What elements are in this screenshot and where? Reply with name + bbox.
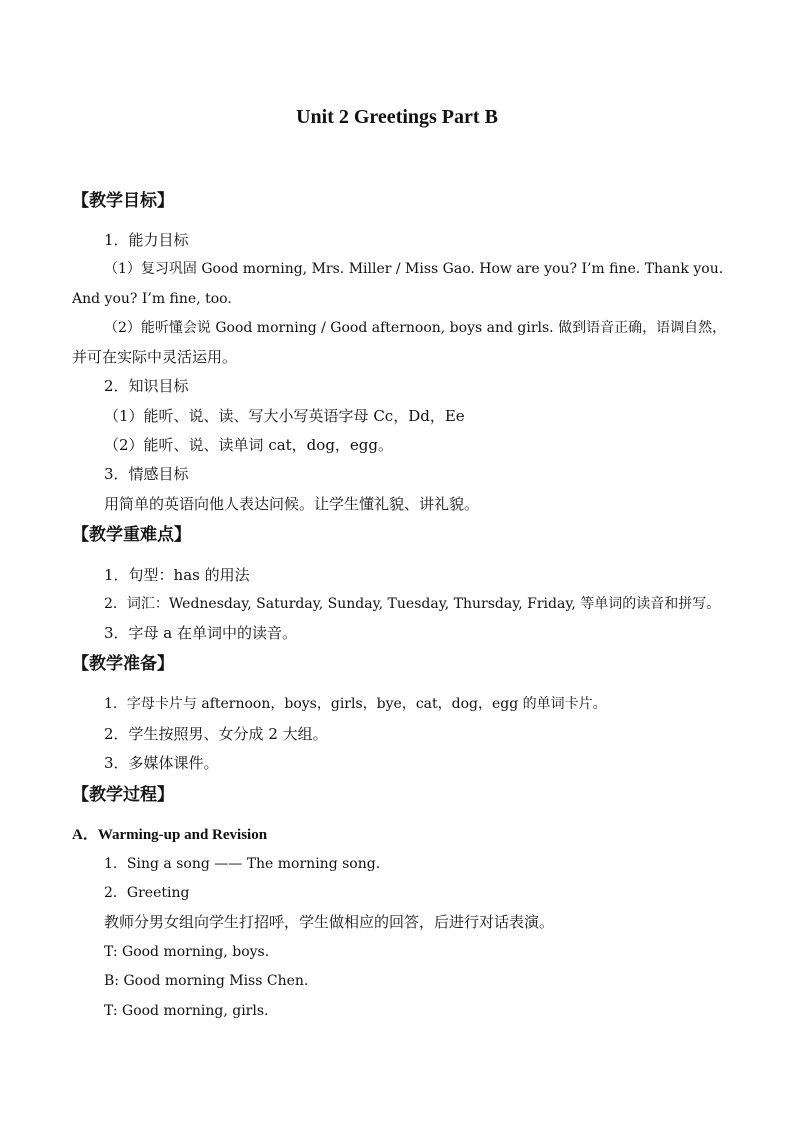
ability-goal-heading: 1．能力目标 xyxy=(104,231,189,249)
section-heading-process: 【教学过程】 xyxy=(72,785,174,805)
ability-goal-item-2-line-1: （2）能听懂会说 Good morning / Good afternoon, boys and girls. 做到语音正确，语调自然， xyxy=(104,320,727,336)
knowledge-goal-heading: 2．知识目标 xyxy=(104,377,189,395)
ability-goal-item-1-line-2: And you? I’m fine, too. xyxy=(72,291,232,307)
emotion-goal-item-1: 用简单的英语向他人表达问候。让学生懂礼貌、讲礼貌。 xyxy=(104,495,480,513)
dialogue-line-1: T: Good morning, boys. xyxy=(104,944,270,960)
key-point-1: 1．句型：has 的用法 xyxy=(104,566,250,584)
knowledge-goal-item-1: （1）能听、说、读、写大小写英语字母 Cc，Dd，Ee xyxy=(104,407,465,425)
preparation-item-2: 2．学生按照男、女分成 2 大组。 xyxy=(104,725,328,743)
dialogue-line-3: T: Good morning, girls. xyxy=(104,1003,269,1019)
section-heading-key-points: 【教学重难点】 xyxy=(72,525,191,545)
process-item-2-description: 教师分男女组向学生打招呼，学生做相应的回答，后进行对话表演。 xyxy=(104,913,555,931)
key-point-3: 3．字母 a 在单词中的读音。 xyxy=(104,624,298,642)
preparation-item-1: 1．字母卡片与 afternoon，boys，girls，bye，cat，dog，egg 的单词卡片。 xyxy=(104,696,607,712)
section-heading-objectives: 【教学目标】 xyxy=(72,191,174,211)
ability-goal-item-1-line-1: （1）复习巩固 Good morning, Mrs. Miller / Miss Gao. How are you? I’m fine. Thank you. xyxy=(104,261,724,277)
emotion-goal-heading: 3．情感目标 xyxy=(104,465,189,483)
key-point-2: 2．词汇：Wednesday, Saturday, Sunday, Tuesday, Thursday, Friday, 等单词的读音和拼写。 xyxy=(104,596,721,612)
process-item-1: 1．Sing a song —— The morning song. xyxy=(104,856,381,872)
section-heading-preparation: 【教学准备】 xyxy=(72,654,174,674)
preparation-item-3: 3．多媒体课件。 xyxy=(104,754,219,772)
process-subheading-warming-up: A．Warming-up and Revision xyxy=(72,827,268,843)
dialogue-line-2: B: Good morning Miss Chen. xyxy=(104,973,309,989)
page-title: Unit 2 Greetings Part B xyxy=(296,106,498,128)
knowledge-goal-item-2: （2）能听、说、读单词 cat，dog，egg。 xyxy=(104,436,394,454)
process-item-2: 2．Greeting xyxy=(104,885,190,901)
ability-goal-item-2-line-2: 并可在实际中灵活运用。 xyxy=(72,348,238,366)
